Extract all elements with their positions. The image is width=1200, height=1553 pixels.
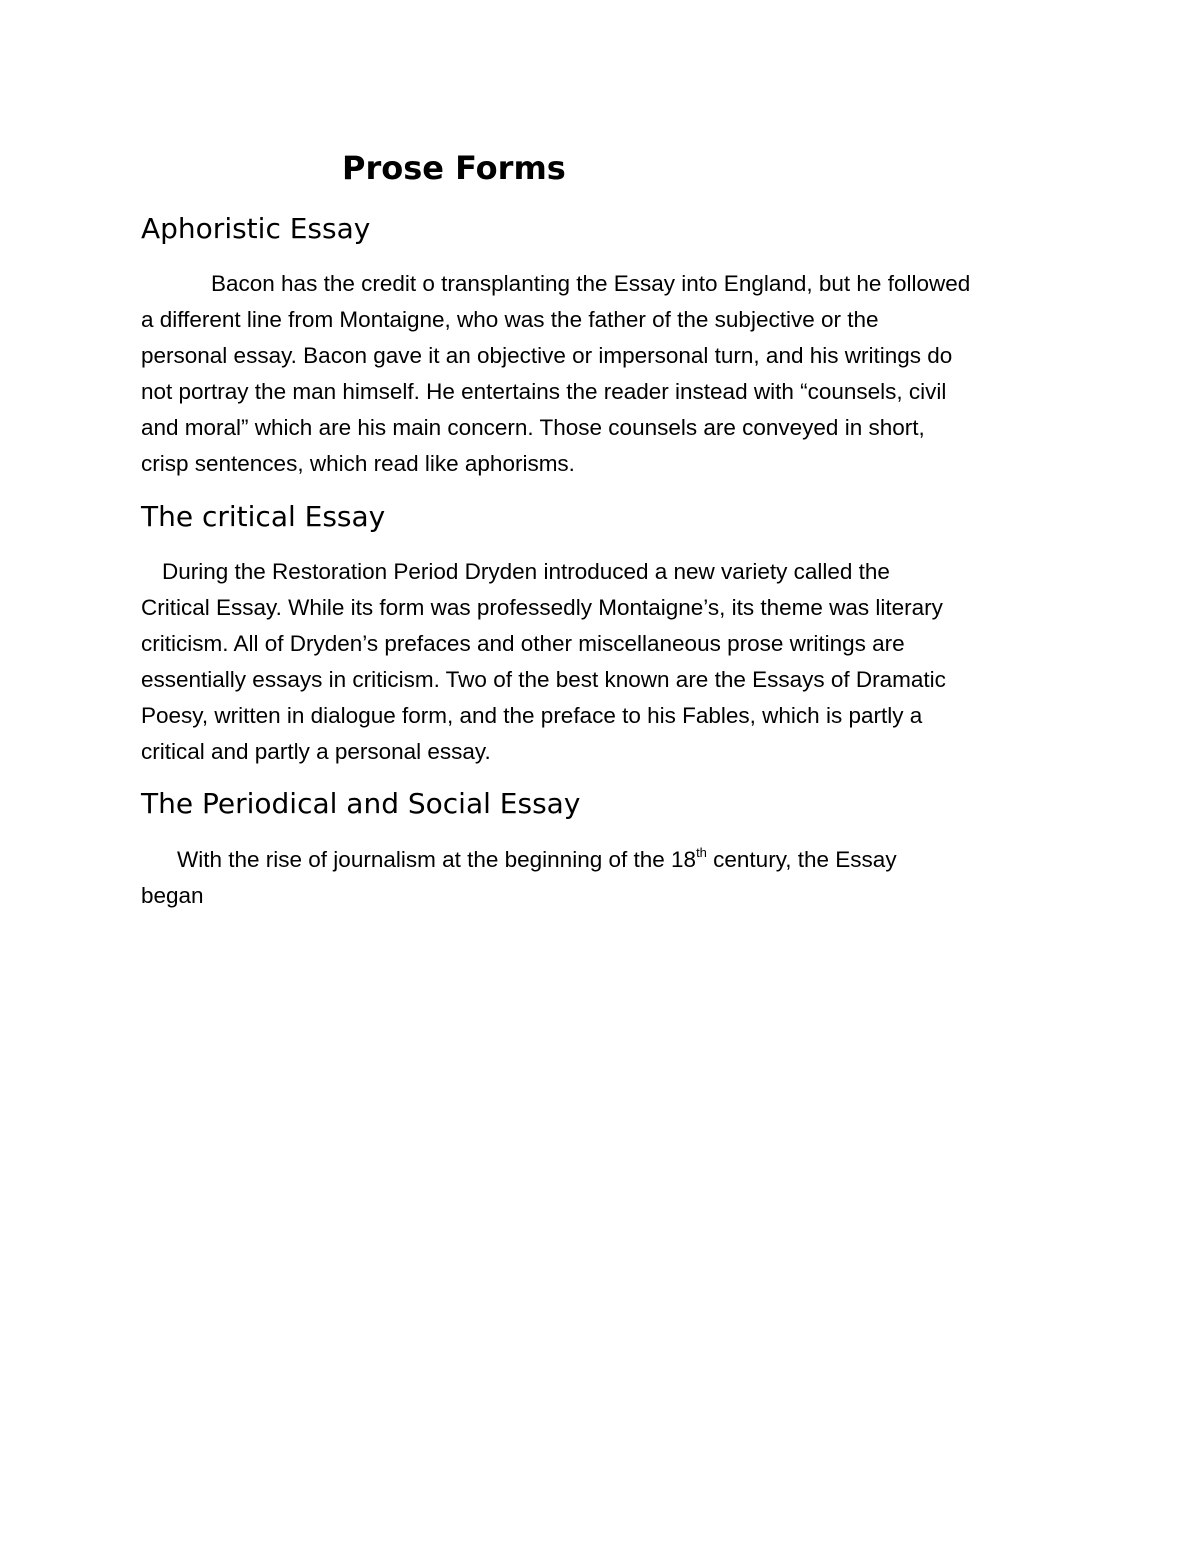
paragraph-line: Bacon has the credit o transplanting the Essay into England, but he followed: [211, 271, 971, 296]
paragraph-line: Poesy, written in dialogue form, and the preface to his Fables, which is partly a: [141, 703, 923, 728]
page-title: Prose Forms: [342, 149, 566, 187]
paragraph-line: Critical Essay. While its form was professedly Montaigne’s, its theme was literary: [141, 595, 943, 620]
ordinal-superscript: th: [696, 844, 707, 860]
paragraph-line: During the Restoration Period Dryden introduced a new variety called the: [162, 559, 890, 584]
paragraph-line: a different line from Montaigne, who was the father of the subjective or the: [141, 307, 879, 332]
section-heading-periodical-social-essay: The Periodical and Social Essay: [141, 787, 581, 820]
paragraph-line: began: [141, 883, 204, 908]
section-heading-aphoristic-essay: Aphoristic Essay: [141, 212, 371, 245]
paragraph-line: criticism. All of Dryden’s prefaces and other miscellaneous prose writings are: [141, 631, 905, 656]
section-paragraph-aphoristic-essay: [141, 266, 1071, 482]
section-heading-critical-essay: The critical Essay: [141, 500, 386, 533]
paragraph-line: essentially essays in criticism. Two of the best known are the Essays of Dramatic: [141, 667, 946, 692]
paragraph-line: critical and partly a personal essay.: [141, 739, 491, 764]
line-text: century, the Essay: [706, 847, 897, 872]
paragraph-line: [141, 842, 1071, 878]
paragraph-line: and moral” which are his main concern. Those counsels are conveyed in short,: [141, 415, 925, 440]
paragraph-line: not portray the man himself. He entertains the reader instead with “counsels, civil: [141, 379, 947, 404]
paragraph-line: personal essay. Bacon gave it an objective or impersonal turn, and his writings do: [141, 343, 953, 368]
section-paragraph-critical-essay: [141, 554, 1071, 770]
line-text: With the rise of journalism at the beginning of the 18: [177, 847, 697, 872]
section-paragraph-periodical-social-essay: [141, 842, 1071, 914]
paragraph-line: crisp sentences, which read like aphorisms.: [141, 451, 575, 476]
